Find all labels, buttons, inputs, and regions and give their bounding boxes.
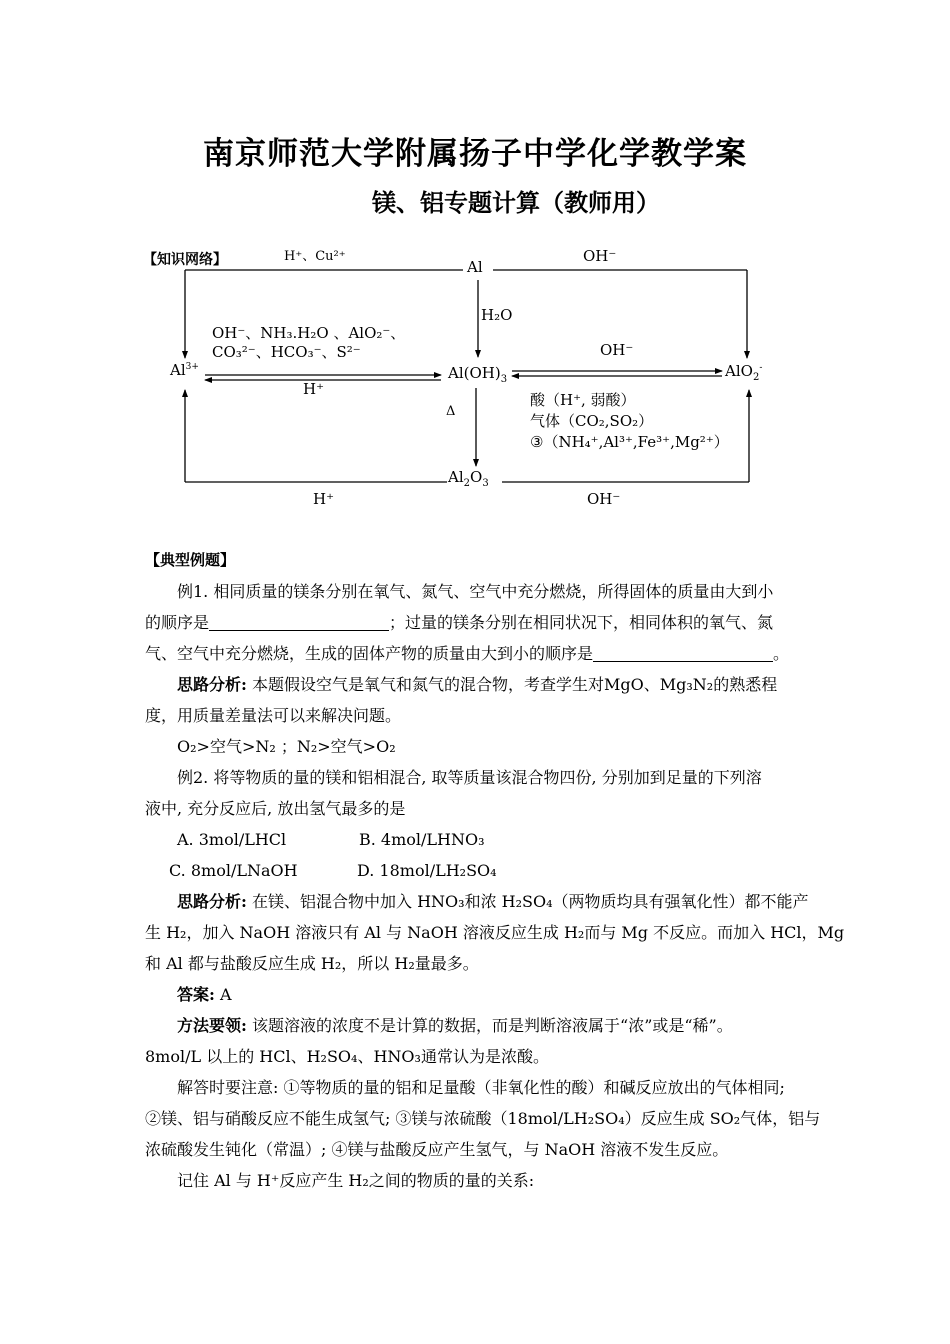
ex1-line1: 例1. 相同质量的镁条分别在氧气、氮气、空气中充分燃烧，所得固体的质量由大到小 xyxy=(177,582,774,601)
ex2-line2: 液中, 充分反应后, 放出氢气最多的是 xyxy=(145,799,406,818)
method-line1: 方法要领: 该题溶液的浓度不是计算的数据，而是判断溶液属于“浓”或是“稀”。 xyxy=(177,1016,733,1035)
ex1-line3: 气、空气中充分燃烧，生成的固体产物的质量由大到小的顺序是 。 xyxy=(145,644,790,663)
label-bottom-left: H⁺ xyxy=(313,490,334,508)
ex2-options-row1 xyxy=(145,824,817,855)
node-al2o3: $Al_2O_3$ xyxy=(448,468,489,489)
option-b: B. 4mol/LHNO₃ xyxy=(359,830,485,849)
node-alo2: AlO$_2$- xyxy=(725,362,763,383)
ex1-analysis-line1: 思路分析: 本题假设空气是氧气和氮气的混合物，考查学生对MgO、Mg₃N₂的熟悉程 xyxy=(177,675,778,694)
node-al: Al xyxy=(467,258,483,276)
label-right-line2: 气体（CO₂,SO₂） xyxy=(530,412,654,430)
note-line2: ②镁、铝与硝酸反应不能生成氢气; ③镁与浓硫酸（18mol/LH₂SO₄）反应生成 SO₂气体，铝与 xyxy=(145,1109,821,1128)
option-d: D. 18mol/LH₂SO₄ xyxy=(357,861,497,880)
note-line3: 浓硫酸发生钝化（常温）; ④镁与盐酸反应产生氢气，与 NaOH 溶液不发生反应。 xyxy=(145,1140,729,1159)
label-bottom-right: OH⁻ xyxy=(587,490,621,508)
ex2-answer: 答案: A xyxy=(177,985,232,1004)
label-h-mid: H⁺ xyxy=(303,380,324,398)
ex2-analysis-line1: 思路分析: 在镁、铝混合物中加入 HNO₃和浓 H₂SO₄（两物质均具有强氧化性）都不能产 xyxy=(177,892,809,911)
option-a: A. 3mol/LHCl xyxy=(177,830,287,849)
node-al3: $Al^{3+}$ xyxy=(170,361,199,379)
ex1-analysis-line2: 度，用质量差量法可以来解决问题。 xyxy=(145,706,402,725)
note-line1: 解答时要注意: ①等物质的量的铝和足量酸（非氧化性的酸）和碱反应放出的气体相同; xyxy=(177,1078,785,1097)
method-line2: 8mol/L 以上的 HCl、H₂SO₄、HNO₃通常认为是浓酸。 xyxy=(145,1047,549,1066)
label-reagents-line2: CO₃²⁻、HCO₃⁻、S²⁻ xyxy=(212,343,361,361)
label-right-line1: 酸（H⁺, 弱酸） xyxy=(530,391,636,409)
network-section-heading: 【知识网络】 xyxy=(143,252,227,268)
ex1-line2: 的顺序是 ；过量的镁条分别在相同状况下，相同体积的氧气、氮 xyxy=(145,613,774,632)
label-h2o: H₂O xyxy=(481,306,513,324)
note-line4: 记住 Al 与 H⁺反应产生 H₂之间的物质的量的关系: xyxy=(177,1171,535,1190)
label-top-right-reagent: OH⁻ xyxy=(583,247,617,265)
label-right-line3: ③（NH₄⁺,Al³⁺,Fe³⁺,Mg²⁺） xyxy=(530,433,729,451)
ex2-options-row2 xyxy=(145,855,817,886)
answer-blank-1[interactable] xyxy=(209,612,389,631)
label-heat-delta: Δ xyxy=(446,404,456,419)
ex2-line1: 例2. 将等物质的量的镁和铝相混合, 取等质量该混合物四份, 分别加到足量的下列溶 xyxy=(177,768,762,787)
page-subtitle: 镁、铝专题计算（教师用） xyxy=(372,188,660,217)
node-aloh3: $Al(OH)_3$ xyxy=(448,364,508,385)
label-reagents-line1: OH⁻、NH₃.H₂O 、AlO₂⁻、 xyxy=(212,324,406,342)
answer-blank-2[interactable] xyxy=(593,643,773,662)
examples-heading: 【典型例题】 xyxy=(145,551,236,569)
option-c: C. 8mol/LNaOH xyxy=(169,861,298,880)
ex2-analysis-line3: 和 Al 都与盐酸反应生成 H₂，所以 H₂量最多。 xyxy=(145,954,479,973)
ex1-answer: O₂>空气>N₂ ；N₂>空气>O₂ xyxy=(177,737,396,756)
label-top-left-reagent: H⁺、Cu²⁺ xyxy=(284,249,346,264)
examples-section xyxy=(145,545,845,1196)
ex2-analysis-line2: 生 H₂，加入 NaOH 溶液只有 Al 与 NaOH 溶液反应生成 H₂而与 Mg 不反应。而加入 HCl，Mg xyxy=(145,923,845,942)
label-oh-mid: OH⁻ xyxy=(600,341,634,359)
page-title: 南京师范大学附属扬子中学化学教学案 xyxy=(203,136,747,172)
